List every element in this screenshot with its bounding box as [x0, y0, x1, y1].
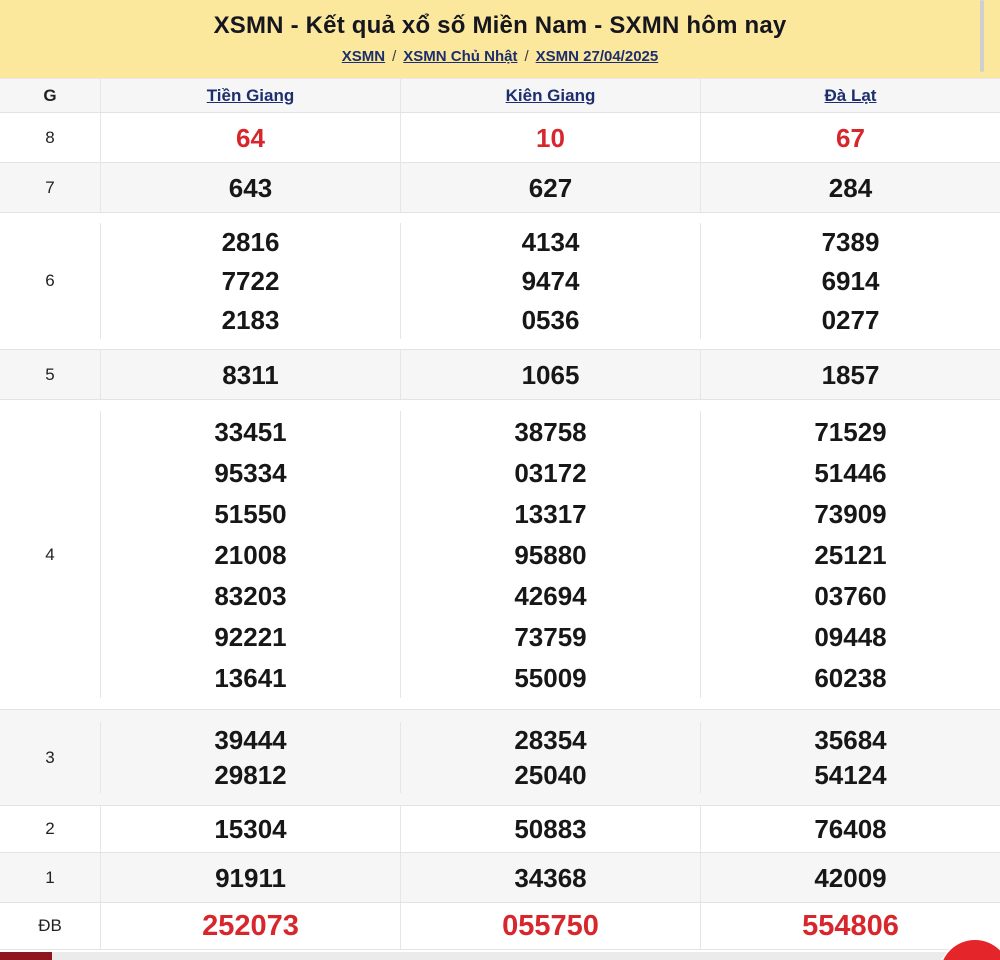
result-cell — [400, 903, 700, 949]
result-cell — [400, 163, 700, 212]
result-number: 284 — [828, 172, 873, 203]
result-cell — [100, 113, 400, 162]
result-number: 2816 — [221, 227, 280, 258]
result-number: 4134 — [521, 227, 580, 258]
result-number: 627 — [528, 172, 573, 203]
table-header-row — [0, 78, 1000, 113]
breadcrumb-separator: / — [524, 48, 529, 65]
table-row-prize-7 — [0, 163, 1000, 213]
column-header-tien-giang-cell — [100, 79, 400, 112]
result-number: 28354 — [514, 724, 587, 755]
results-table — [0, 78, 1000, 950]
province-link-da-lat[interactable]: Đà Lạt — [824, 85, 877, 105]
result-number: 73909 — [814, 498, 887, 529]
result-number: 1065 — [521, 359, 580, 390]
result-cell — [400, 722, 700, 793]
result-number: 554806 — [802, 909, 899, 942]
result-cell — [400, 223, 700, 339]
result-number: 73759 — [514, 621, 587, 652]
result-number: 09448 — [814, 621, 887, 652]
result-number: 51446 — [814, 457, 887, 488]
column-header-prize: G — [43, 85, 57, 105]
breadcrumb-link-xsmn-chu-nhat[interactable]: XSMN Chủ Nhật — [403, 48, 518, 65]
result-number: 39444 — [214, 724, 287, 755]
result-number: 03760 — [814, 580, 887, 611]
result-number: 60238 — [814, 662, 887, 693]
result-number: 10 — [536, 122, 565, 153]
result-cell — [700, 223, 1000, 339]
result-number: 03172 — [514, 457, 587, 488]
result-cell — [400, 113, 700, 162]
result-number: 95334 — [214, 457, 287, 488]
result-number: 42694 — [514, 580, 587, 611]
result-number: 67 — [836, 122, 865, 153]
result-number: 33451 — [214, 416, 287, 447]
result-number: 7389 — [821, 227, 880, 258]
table-row-prize-3 — [0, 710, 1000, 806]
province-link-kien-giang[interactable]: Kiên Giang — [505, 85, 596, 105]
result-cell — [100, 411, 400, 698]
result-cell — [700, 853, 1000, 902]
result-cell — [100, 163, 400, 212]
breadcrumb — [0, 48, 1000, 65]
result-number: 95880 — [514, 539, 587, 570]
province-link-tien-giang[interactable]: Tiền Giang — [206, 85, 295, 105]
result-cell — [400, 411, 700, 698]
result-cell — [700, 163, 1000, 212]
result-number: 50883 — [514, 814, 587, 844]
result-number: 42009 — [814, 862, 887, 893]
result-number: 55009 — [514, 662, 587, 693]
result-number: 91911 — [215, 862, 286, 893]
result-number: 92221 — [214, 621, 287, 652]
result-cell — [700, 113, 1000, 162]
result-number: 055750 — [502, 909, 599, 942]
result-cell — [400, 350, 700, 399]
result-number: 35684 — [814, 724, 887, 755]
column-header-kien-giang-cell — [400, 79, 700, 112]
result-number: 6914 — [821, 265, 880, 296]
table-row-prize-5 — [0, 350, 1000, 400]
result-number: 76408 — [814, 814, 887, 844]
table-row-prize-db — [0, 903, 1000, 950]
result-number: 2183 — [221, 304, 280, 335]
result-number: 71529 — [814, 416, 887, 447]
prize-label: 5 — [45, 364, 55, 384]
result-cell — [400, 853, 700, 902]
result-cell — [700, 806, 1000, 852]
result-number: 13641 — [214, 662, 287, 693]
prize-label: 4 — [45, 544, 55, 564]
result-cell — [100, 223, 400, 339]
prize-label: 1 — [45, 867, 55, 887]
result-cell — [100, 722, 400, 793]
result-number: 0536 — [521, 304, 580, 335]
breadcrumb-separator: / — [392, 48, 397, 65]
result-number: 8311 — [222, 359, 279, 390]
result-cell — [100, 903, 400, 949]
result-cell — [700, 350, 1000, 399]
scrollbar-thumb[interactable] — [980, 0, 984, 72]
result-number: 64 — [236, 122, 265, 153]
result-number: 25040 — [514, 760, 587, 791]
result-number: 1857 — [821, 359, 880, 390]
result-number: 13317 — [514, 498, 587, 529]
result-number: 83203 — [214, 580, 287, 611]
table-row-prize-4 — [0, 400, 1000, 710]
result-number: 252073 — [202, 909, 299, 942]
prize-label: 3 — [45, 747, 55, 767]
result-number: 9474 — [521, 265, 580, 296]
page-header — [0, 0, 1000, 78]
result-cell — [100, 853, 400, 902]
table-row-prize-6 — [0, 213, 1000, 350]
result-number: 29812 — [214, 760, 287, 791]
result-cell — [700, 411, 1000, 698]
next-section-strip — [0, 952, 1000, 960]
result-number: 38758 — [514, 416, 587, 447]
table-row-prize-2 — [0, 806, 1000, 853]
breadcrumb-link-xsmn-date[interactable]: XSMN 27/04/2025 — [535, 48, 659, 65]
prize-label: ĐB — [38, 916, 62, 935]
result-number: 15304 — [214, 814, 287, 844]
result-number: 7722 — [221, 265, 280, 296]
result-cell — [400, 806, 700, 852]
prize-label: 6 — [45, 271, 55, 290]
result-cell — [100, 350, 400, 399]
table-row-prize-1 — [0, 853, 1000, 903]
table-row-prize-8 — [0, 113, 1000, 163]
result-number: 0277 — [821, 304, 880, 335]
prize-label: 7 — [45, 177, 55, 197]
result-cell — [700, 722, 1000, 793]
result-number: 643 — [228, 172, 273, 203]
page-title: XSMN - Kết quả xổ số Miền Nam - SXMN hôm nay — [213, 12, 787, 39]
result-cell — [700, 903, 1000, 949]
prize-label: 8 — [45, 127, 55, 147]
result-number: 34368 — [514, 862, 587, 893]
active-tab-indicator — [0, 952, 52, 960]
result-cell — [100, 806, 400, 852]
breadcrumb-link-xsmn[interactable]: XSMN — [341, 48, 386, 65]
result-number: 21008 — [214, 539, 287, 570]
prize-label: 2 — [45, 819, 55, 838]
result-number: 51550 — [214, 498, 287, 529]
result-number: 25121 — [814, 539, 887, 570]
result-number: 54124 — [814, 760, 887, 791]
column-header-da-lat-cell — [700, 79, 1000, 112]
